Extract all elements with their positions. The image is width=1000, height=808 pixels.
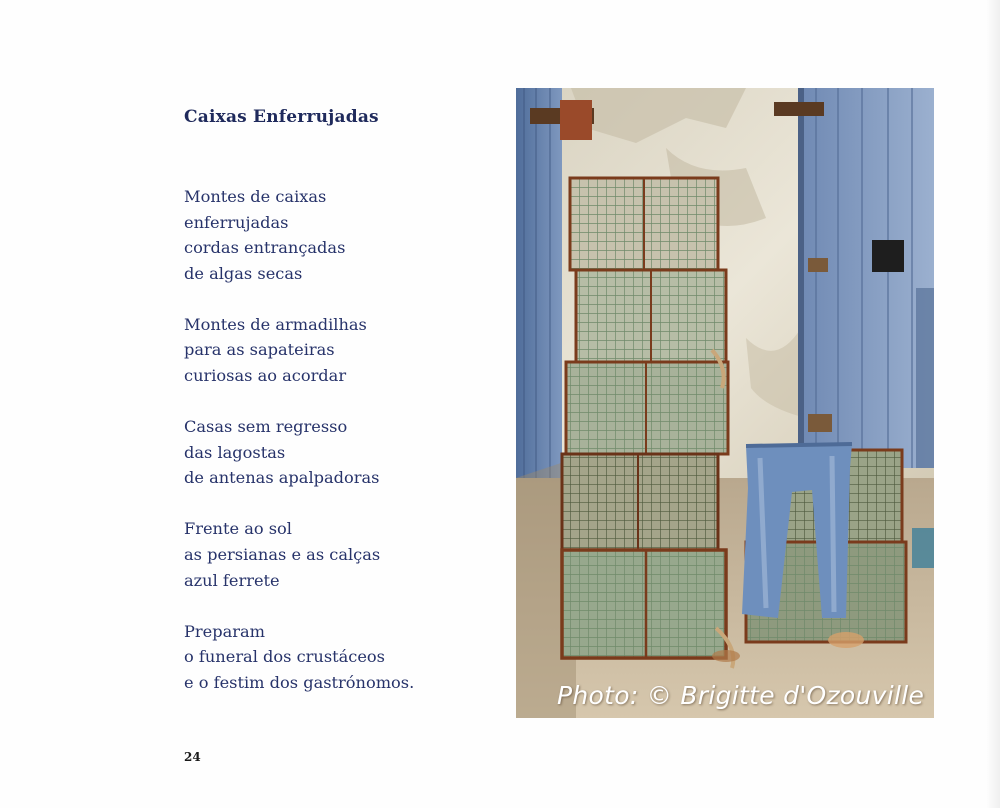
- photo-illustration: [516, 88, 934, 718]
- poem-line: o funeral dos crustáceos: [184, 647, 385, 667]
- poem-line: Preparam: [184, 621, 265, 641]
- trap-stack: [562, 178, 733, 668]
- photo-credit: Photo: © Brigitte d'Ozouville: [557, 681, 925, 710]
- jeans-and-traps: [742, 444, 906, 642]
- poem-title: Caixas Enferrujadas: [184, 107, 379, 127]
- poem-line: curiosas ao acordar: [184, 366, 347, 386]
- poem-line: azul ferrete: [184, 570, 280, 590]
- poem-line: das lagostas: [184, 442, 286, 462]
- stanza: [184, 619, 474, 696]
- poem-line: Frente ao sol: [184, 519, 292, 539]
- poem-line: Montes de armadilhas: [184, 314, 367, 334]
- right-shutter: [798, 88, 934, 468]
- left-shutter: [516, 88, 562, 478]
- poem-line: de antenas apalpadoras: [184, 468, 380, 488]
- poem-line: e o festim dos gastrónomos.: [184, 672, 415, 692]
- poem-line: enferrujadas: [184, 212, 289, 232]
- stanza: [184, 312, 474, 389]
- lobster-traps-photo: [516, 88, 934, 718]
- page-edge-shadow: [986, 0, 1000, 808]
- poem-line: de algas secas: [184, 263, 303, 283]
- stanza: [184, 184, 474, 286]
- poem-line: Montes de caixas: [184, 187, 327, 206]
- poem-line: para as sapateiras: [184, 340, 335, 360]
- poem-line: as persianas e as calças: [184, 545, 381, 565]
- poem-line: cordas entrançadas: [184, 238, 346, 258]
- stanza: [184, 414, 474, 491]
- poem-line: Casas sem regresso: [184, 417, 348, 437]
- page-number: 24: [184, 750, 201, 764]
- poem-body: [184, 184, 474, 721]
- stanza: [184, 516, 474, 593]
